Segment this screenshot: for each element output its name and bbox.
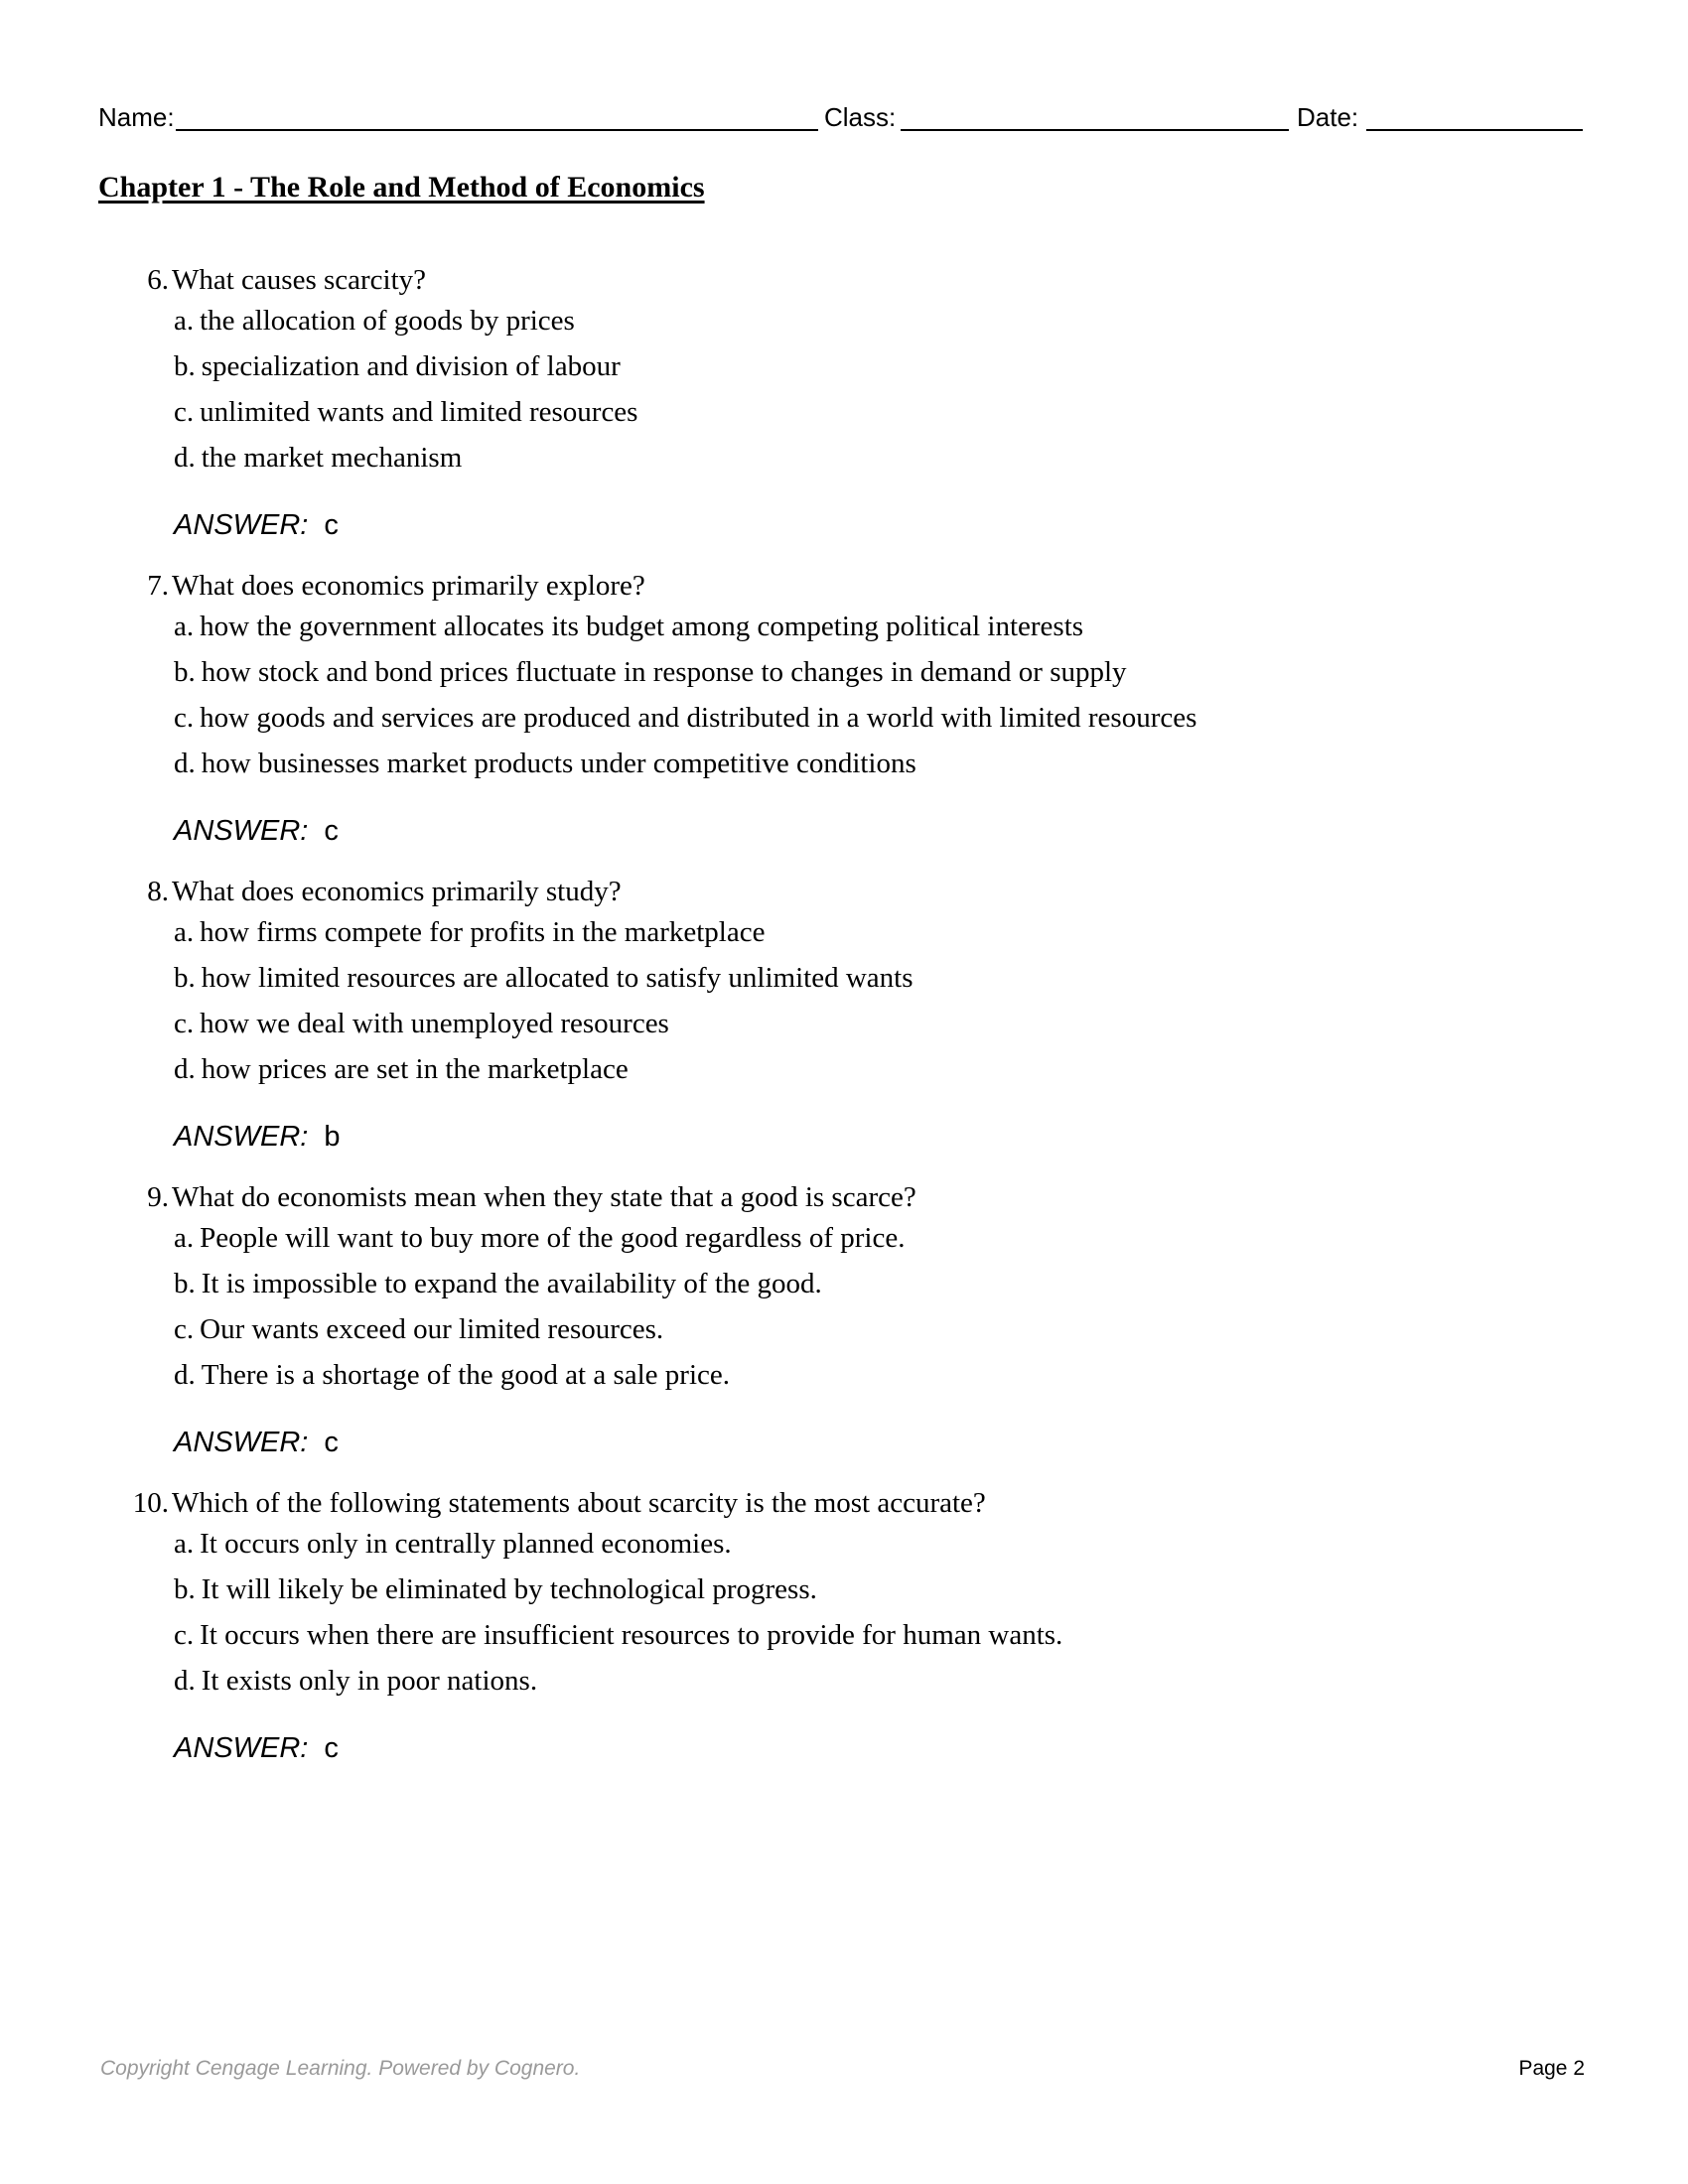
option-d bbox=[174, 1355, 730, 1395]
answer bbox=[174, 505, 339, 545]
option-text: unlimited wants and limited resources bbox=[200, 396, 638, 428]
date-label: Date: bbox=[1297, 102, 1359, 132]
option-text: how we deal with unemployed resources bbox=[200, 1008, 669, 1039]
option-b bbox=[174, 1570, 817, 1609]
option-b bbox=[174, 652, 1127, 692]
option-letter: d. bbox=[174, 748, 196, 779]
option-letter: a. bbox=[174, 1528, 195, 1560]
option-letter: c. bbox=[174, 396, 195, 428]
option-c bbox=[174, 1309, 663, 1349]
answer bbox=[174, 1728, 339, 1768]
option-c bbox=[174, 392, 637, 432]
answer-label: ANSWER: bbox=[174, 1121, 309, 1153]
option-c bbox=[174, 698, 1196, 738]
option-letter: a. bbox=[174, 916, 195, 948]
option-letter: a. bbox=[174, 1222, 195, 1254]
option-letter: d. bbox=[174, 1359, 196, 1391]
page-number: Page 2 bbox=[1518, 2057, 1585, 2080]
option-b bbox=[174, 346, 621, 386]
option-letter: b. bbox=[174, 656, 196, 688]
question-number: 10. bbox=[132, 1487, 169, 1519]
answer-label: ANSWER: bbox=[174, 509, 309, 541]
question-stem: Which of the following statements about scarcity is the most accurate? bbox=[172, 1487, 986, 1519]
option-a bbox=[174, 607, 1083, 646]
question-stem: What does economics primarily explore? bbox=[172, 570, 645, 602]
option-letter: d. bbox=[174, 442, 196, 474]
option-text: Our wants exceed our limited resources. bbox=[200, 1313, 664, 1345]
option-letter: b. bbox=[174, 962, 196, 994]
answer-label: ANSWER: bbox=[174, 1732, 309, 1764]
question-stem: What do economists mean when they state that a good is scarce? bbox=[172, 1181, 916, 1213]
option-letter: a. bbox=[174, 305, 195, 337]
option-text: how goods and services are produced and distributed in a world with limited resources bbox=[200, 702, 1197, 734]
option-letter: b. bbox=[174, 350, 196, 382]
answer-value: c bbox=[324, 1427, 339, 1458]
question-stem: What does economics primarily study? bbox=[172, 876, 622, 907]
option-a bbox=[174, 1218, 905, 1258]
option-d bbox=[174, 744, 916, 783]
option-text: It occurs when there are insufficient resources to provide for human wants. bbox=[200, 1619, 1063, 1651]
date-field[interactable] bbox=[1366, 129, 1583, 131]
question-number: 8. bbox=[147, 876, 169, 907]
option-letter: c. bbox=[174, 1619, 195, 1651]
option-d bbox=[174, 1049, 629, 1089]
option-d bbox=[174, 1661, 537, 1701]
option-b bbox=[174, 1264, 822, 1303]
option-text: specialization and division of labour bbox=[201, 350, 621, 382]
option-text: It is impossible to expand the availability of the good. bbox=[201, 1268, 822, 1299]
option-a bbox=[174, 912, 765, 952]
option-text: how prices are set in the marketplace bbox=[201, 1053, 629, 1085]
option-text: People will want to buy more of the good regardless of price. bbox=[200, 1222, 906, 1254]
question-number: 9. bbox=[147, 1181, 169, 1213]
answer-value: b bbox=[324, 1121, 341, 1153]
option-text: how businesses market products under competitive conditions bbox=[201, 748, 916, 779]
option-a bbox=[174, 301, 575, 341]
answer-value: c bbox=[324, 509, 339, 541]
option-b bbox=[174, 958, 914, 998]
name-label: Name: bbox=[98, 102, 175, 132]
answer-label: ANSWER: bbox=[174, 1427, 309, 1458]
answer-value: c bbox=[324, 1732, 339, 1764]
option-letter: d. bbox=[174, 1053, 196, 1085]
option-letter: c. bbox=[174, 1008, 195, 1039]
answer-value: c bbox=[324, 815, 339, 847]
option-letter: d. bbox=[174, 1665, 196, 1697]
option-letter: a. bbox=[174, 611, 195, 642]
question-stem: What causes scarcity? bbox=[172, 264, 427, 296]
option-text: the allocation of goods by prices bbox=[200, 305, 575, 337]
option-text: how limited resources are allocated to satisfy unlimited wants bbox=[201, 962, 914, 994]
page-title: Chapter 1 - The Role and Method of Economics bbox=[98, 171, 705, 204]
option-text: how firms compete for profits in the marketplace bbox=[200, 916, 766, 948]
answer-label: ANSWER: bbox=[174, 815, 309, 847]
class-label: Class: bbox=[824, 102, 897, 132]
answer bbox=[174, 811, 339, 851]
option-letter: c. bbox=[174, 702, 195, 734]
option-letter: b. bbox=[174, 1573, 196, 1605]
option-d bbox=[174, 438, 462, 478]
class-field[interactable] bbox=[901, 129, 1289, 131]
option-c bbox=[174, 1615, 1062, 1655]
option-letter: c. bbox=[174, 1313, 195, 1345]
answer bbox=[174, 1117, 340, 1157]
question-number: 7. bbox=[147, 570, 169, 602]
option-text: It will likely be eliminated by technological progress. bbox=[201, 1573, 817, 1605]
option-letter: b. bbox=[174, 1268, 196, 1299]
footer-copyright: Copyright Cengage Learning. Powered by Cognero. bbox=[100, 2057, 581, 2080]
option-text: how the government allocates its budget among competing political interests bbox=[200, 611, 1084, 642]
option-text: It occurs only in centrally planned economies. bbox=[200, 1528, 732, 1560]
question-number: 6. bbox=[147, 264, 169, 296]
option-text: It exists only in poor nations. bbox=[201, 1665, 538, 1697]
option-text: the market mechanism bbox=[201, 442, 463, 474]
option-text: how stock and bond prices fluctuate in response to changes in demand or supply bbox=[201, 656, 1127, 688]
option-c bbox=[174, 1004, 669, 1043]
answer bbox=[174, 1423, 339, 1462]
name-field[interactable] bbox=[176, 129, 818, 131]
header-row bbox=[98, 97, 1588, 137]
option-text: There is a shortage of the good at a sale price. bbox=[201, 1359, 731, 1391]
option-a bbox=[174, 1524, 732, 1564]
